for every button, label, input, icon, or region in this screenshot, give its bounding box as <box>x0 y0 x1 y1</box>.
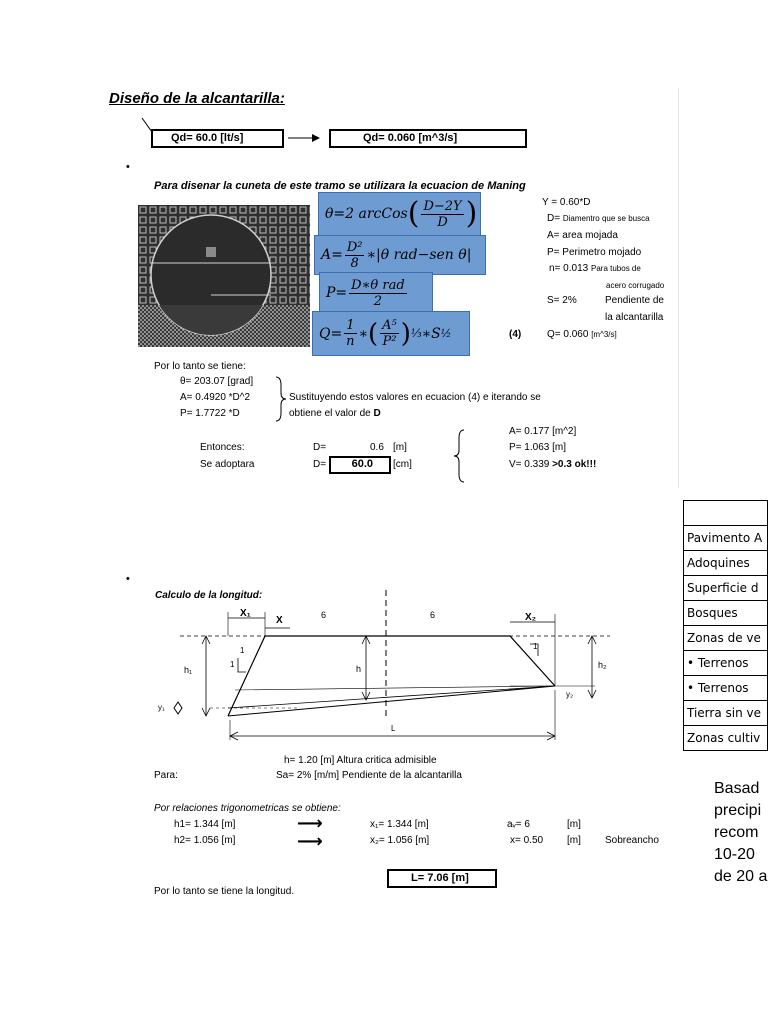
trig-row2-xval: x= 0.50 <box>510 835 544 846</box>
table-row: • Terrenos <box>684 676 768 701</box>
diagram-label-1a: 1 <box>240 646 245 655</box>
def-a: A= area mojada <box>547 230 618 241</box>
h-line: h= 1.20 [m] Altura critica admisible <box>284 755 437 766</box>
column-separator <box>678 88 679 488</box>
pipe-cross-section-image <box>138 205 310 347</box>
trig-title: Por relaciones trigonometricas se obtiene: <box>154 803 341 814</box>
trig-row2-x: x₂= 1.056 [m] <box>370 835 430 846</box>
final-text: Por lo tanto se tiene la longitud. <box>154 886 295 897</box>
table-row: Superficie d <box>684 576 768 601</box>
check-perimeter: P= 1.063 [m] <box>509 442 566 453</box>
check-velocity: V= 0.339 >0.3 ok!!! <box>509 459 597 470</box>
adopt-d: D= <box>313 459 327 470</box>
def-y: Y = 0.60*D <box>542 197 591 208</box>
diagram-label-6a: 6 <box>321 610 327 620</box>
results-brace <box>275 375 287 423</box>
table-row: Adoquines <box>684 551 768 576</box>
section2-title: Calculo de la longitud: <box>155 590 263 601</box>
diagram-label-1b: 1 <box>230 660 235 669</box>
right-text-line-4: 10-20 <box>714 846 755 863</box>
table-row <box>684 501 768 526</box>
def-n-note: acero corrugado <box>606 281 665 290</box>
table-row: • Terrenos <box>684 651 768 676</box>
table-row: Bosques <box>684 601 768 626</box>
diagram-label-y2: y₂ <box>566 690 574 699</box>
diagram-label-h: h <box>356 664 362 674</box>
trig-row1-h: h1= 1.344 [m] <box>174 819 236 830</box>
table-row: Zonas cultiv <box>684 726 768 751</box>
sa-line: Sa= 2% [m/m] Pendiente de la alcantarilla <box>276 770 462 781</box>
page-title: Diseño de la alcantarilla: <box>109 90 285 107</box>
diagram-label-x1: X₁ <box>240 608 251 619</box>
para-label: Para: <box>154 770 178 781</box>
diagram-label-6b: 6 <box>430 610 436 620</box>
adopt-unit: [cm] <box>393 459 412 470</box>
right-text-line-2: precipi <box>714 802 762 819</box>
trig-row2-note: Sobreancho <box>605 835 659 846</box>
trig-row1-unit: [m] <box>567 819 581 830</box>
length-result-box: L= 7.06 [m] <box>387 869 497 888</box>
formula-theta: θ=2 arcCos ( $\frac{D-2Y}{D}$ ) <box>318 192 481 236</box>
diagram-label-h2: h₂ <box>598 660 607 670</box>
right-text-line-5: de 20 a <box>714 868 768 885</box>
check-brace <box>453 428 465 484</box>
def-q: Q= 0.060 [m^3/s] <box>547 329 617 340</box>
result-area: A= 0.4920 *D^2 <box>180 392 251 403</box>
entonces-label: Entonces: <box>200 442 245 453</box>
trig-row1-x: x₁= 1.344 [m] <box>370 819 429 830</box>
def-d: D= Diamentro que se busca <box>547 213 650 224</box>
trig-row2-h: h2= 1.056 [m] <box>174 835 236 846</box>
section1-title: Para disenar la cuneta de este tramo se utilizara la ecuacion de Maning <box>154 180 526 192</box>
table-row: Pavimento A <box>684 526 768 551</box>
diagram-label-y1: y₁ <box>158 703 165 712</box>
right-text-line-3: recom <box>714 824 759 841</box>
def-s-desc-1: Pendiente de <box>605 295 664 306</box>
por-lo-tanto-label: Por lo tanto se tiene: <box>154 361 246 372</box>
qd-box-lts: Qd= 60.0 [lt/s] <box>151 129 284 148</box>
table-row: Zonas de ve <box>684 626 768 651</box>
substitution-text-1: Sustituyendo estos valores en ecuacion (4) e iterando se <box>289 392 541 403</box>
result-theta: θ= 203.07 [grad] <box>180 376 254 387</box>
equation-number: (4) <box>509 329 522 340</box>
def-s: S= 2% <box>547 295 577 306</box>
diagram-label-h1: h₁ <box>184 665 193 675</box>
formula-perimeter: P= $\frac{\text{D∗θ rad}}{2}$ <box>319 272 433 314</box>
trig-row2-unit: [m] <box>567 835 581 846</box>
formula-flow: Q= $\frac{1}{n}$ ∗ ( $\frac{\text{A⁵}}{\text{P²}}$ ) ⅓ ∗S ½ <box>312 311 470 356</box>
adopt-value-box: 60.0 <box>329 456 391 474</box>
diagram-label-x: X <box>276 615 283 626</box>
arrow-right-icon: ⟶ <box>297 813 323 833</box>
qd-box-m3s: Qd= 0.060 [m^3/s] <box>329 129 527 148</box>
formula-area: A= $\frac{\text{D²}}{8}$ ∗|θ rad−sen θ| <box>314 235 486 275</box>
entonces-value: 0.6 <box>370 442 384 453</box>
bullet-2: • <box>126 573 130 585</box>
entonces-d: D= <box>313 442 327 453</box>
runoff-coefficient-table <box>683 500 768 751</box>
table-row: Tierra sin ve <box>684 701 768 726</box>
trig-row1-av: aᵥ= 6 <box>507 819 530 830</box>
diagram-label-x2: X₂ <box>525 612 537 623</box>
def-n: n= 0.013 Para tubos de <box>549 263 641 274</box>
culvert-length-diagram <box>150 590 620 750</box>
bullet-1: • <box>126 161 130 173</box>
substitution-text-2: obtiene el valor de D <box>289 408 381 419</box>
result-perimeter: P= 1.7722 *D <box>180 408 240 419</box>
diagram-label-1c: 1 <box>533 642 538 651</box>
def-p: P= Perimetro mojado <box>547 247 642 258</box>
entonces-unit: [m] <box>393 442 407 453</box>
adopt-label: Se adoptara <box>200 459 255 470</box>
diagram-label-L: L <box>391 724 396 733</box>
arrow-right-icon: ⟶ <box>297 831 323 851</box>
right-text-line-1: Basad <box>714 780 760 797</box>
def-s-desc-2: la alcantarilla <box>605 312 664 323</box>
check-area: A= 0.177 [m^2] <box>509 426 577 437</box>
